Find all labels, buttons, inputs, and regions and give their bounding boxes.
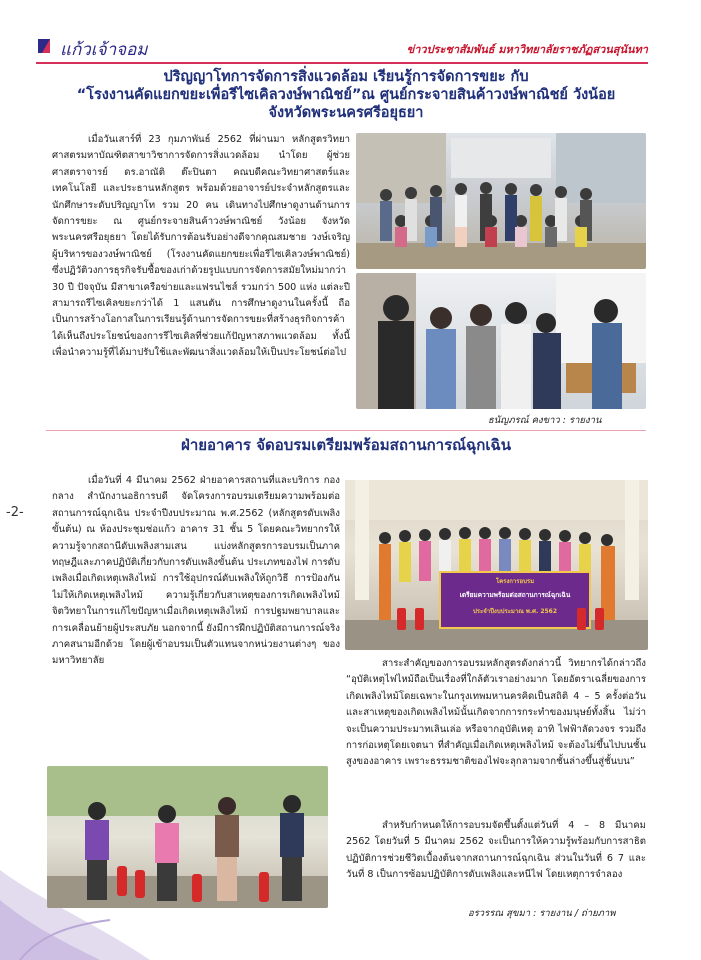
article1-title-line2: “โรงงานคัดแยกขยะเพื่อรีไซเคิลวงษ์พาณิชย์”ณ ศูนย์กระจายสินค้าวงษ์พาณิชย์ วังน้อย: [76, 87, 616, 103]
page-number: -2-: [6, 505, 24, 520]
article2-body-part1: เมื่อวันที่ 4 มีนาคม 2562 ฝ่ายอาคารสถานที่และบริการ กองกลาง สำนักงานอธิการบดี จัดโครงการอบรมเตรียมความพร้อมต่อสถานการณ์ฉุกเฉิน ประจำปีงบประมาณ พ.ศ.2562 (หลักสูตรดับเพลิงขั้นต้น) ณ ห้องประชุมช่อแก้ว อาคาร 31 ชั้น 5 โดยคณะวิทยากรให้ความรู้จากสถานีดับเพลิงสามเสน แบ่งหลักสูตรการอบรมเป็นภาคทฤษฎีและภาคปฏิบัติเกี่ยวกับการดับเพลิงขั้นต้น ประเภทของไฟ การดับเพลิงเมื่อเกิดเหตุเพลิงไหม้ การใช้อุปกรณ์ดับเพลิงให้ถูกวิธี การป้องกันไม่ให้เกิดเหตุเพลิงไหม้ ความรู้เกี่ยวกับสาเหตุของการเกิดเพลิงไหม้ จิตวิทยาในการแก้ไขปัญหาเมื่อเกิดเหตุเพลิงไหม้ การปฐมพยาบาลและการเคลื่อนย้ายผู้ประสบภัย นอกจากนี้ ยังมีการฝึกปฏิบัติสถานการณ์จริงภาคสนามอีกด้วย โดยผู้เข้าอบรมเป็นตัวแทนจากหน่วยงานต่างๆ ของมหาวิทยาลัย: [52, 475, 340, 667]
article2-title: ฝ่ายอาคาร จัดอบรมเตรียมพร้อมสถานการณ์ฉุกเฉิน: [181, 436, 511, 454]
group-photo-recycling-visit: [356, 133, 646, 269]
article2-body-part2: สาระสำคัญของการอบรมหลักสูตรดังกล่าวนี้ วิทยากรได้กล่าวถึง “อุบัติเหตุไฟไหม้ถือเป็นเรื่องที่ใกล้ตัวเราอย่างมาก โดยอัตราเฉลี่ยของการเกิดเพลิงไหม้โดยเฉพาะในกรุงเทพมหานครคิดเป็นสถิติ 4 – 5 ครั้งต่อวัน และสาเหตุของเกิดเพลิงไหม้นั้นเกิดจากการกระทำของมนุษย์ทั้งสิ้น ไม่ว่าจะเป็นความประมาทเลินเล่อ หรือจากอุบัติเหตุ อาทิ ไฟฟ้าลัดวงจร รวมถึงการก่อเหตุโดยเจตนา ที่สำคัญเมื่อเกิดเหตุเพลิงไหม้ จะต้องไม่ขึ้นไปบนชั้นสูงของอาคาร เพราะธรรมชาติของไฟจะลุกลามจากชั้นล่างขึ้นสู่ชั้นบน”: [346, 658, 646, 768]
article1-title-line1: ปริญญาโทการจัดการสิ่งแวดล้อม เรียนรู้การจัดการขยะ กับ: [163, 69, 529, 85]
article1-title-line3: จังหวัดพระนครศรีอยุธยา: [268, 105, 424, 121]
header-rule: [36, 62, 648, 64]
article1-body: เมื่อวันเสาร์ที่ 23 กุมภาพันธ์ 2562 ที่ผ่านมา หลักสูตรวิทยาศาสตรมหาบัณฑิตสาขาวิชาการจัดการสิ่งแวดล้อม นำโดย ผู้ช่วยศาสตราจารย์ ดร.อาณัติ ต๊ะปินตา คณบดีคณะวิทยาศาสตร์และเทคโนโลยี และประธานหลักสูตร พร้อมด้วยอาจารย์ประจำหลักสูตรและนักศึกษาระดับปริญญาโท รวม 20 คน เดินทางไปศึกษาดูงานด้านการจัดการขยะ ณ ศูนย์กระจายสินค้าวงษ์พาณิชย์ วังน้อย จังหวัดพระนครศรีอยุธยา โดยได้รับการต้อนรับอย่างดีจากคุณสมชาย วงษ์เจริญ ผู้บริหารของวงษ์พาณิชย์ (โรงงานคัดแยกขยะเพื่อรีไซเคิลวงษ์พาณิชย์) ซึ่งปฏิวัติวงการธุรกิจรับซื้อของเก่าด้วยรูปแบบการจัดการสมัยใหม่มากว่า 30 ปี ปัจจุบัน มีสาขาเครือข่ายและแฟรนไชส์ รวมกว่า 500 แห่ง แต่ละปี สามารถรีไซเคิลขยะกว่าได้ 1 แสนตัน การศึกษาดูงานในครั้งนี้ ถือเป็นการสร้างโอกาสในการเรียนรู้ด้านการจัดการขยะที่สร้างธุรกิจการค้า ได้เห็นถึงประโยชน์ของการรีไซเคิลที่ช่วยแก้ปัญหาสภาพแวดล้อม ทั้งนี้เพื่อนำความรู้ที่ได้มาปรับใช้และพัฒนาสิ่งแวดล้อมให้เป็นประโยชน์ต่อไป: [52, 134, 350, 359]
article2-credit: อรวรรณ สุขมา : รายงาน / ถ่ายภาพ: [468, 908, 616, 919]
newsletter-name: ข่าวประชาสัมพันธ์ มหาวิทยาลัยราชภัฏสวนสุนันทา: [406, 43, 648, 56]
fire-extinguisher-practice-photo: [47, 766, 328, 908]
article1-credit: ธนัญภรณ์ คงขาว : รายงาน: [488, 415, 602, 426]
article2-body-part3: สำหรับกำหนดให้การอบรมจัดขึ้นตั้งแต่วันที่ 4 – 8 มีนาคม 2562 โดยวันที่ 5 มีนาคม 2562 จะเป็นการให้ความรู้พร้อมกับการสาธิตปฏิบัติการช่วยชีวิตเบื้องต้นจากสถานการณ์ฉุกเฉิน ส่วนในวันที่ 6 7 และวันที่ 8 เป็นการซ้อมปฏิบัติการดับเพลิงและหนีไฟ โดยเหตุการจำลอง: [346, 820, 646, 881]
fire-training-group-photo: [345, 480, 648, 650]
banner-line3: ประจำปีงบประมาณ พ.ศ. 2562: [472, 608, 558, 615]
article-divider: [46, 430, 646, 431]
section-marker-icon: [36, 37, 52, 55]
section-name: แก้วเจ้าจอม: [60, 40, 148, 60]
banner-line1: โครงการอบรม: [495, 578, 535, 585]
banner-line2: เตรียมความพร้อมต่อสถานการณ์ฉุกเฉิน: [459, 591, 571, 599]
briefing-photo-recycling-visit: [356, 273, 646, 409]
page-header: [36, 36, 648, 58]
